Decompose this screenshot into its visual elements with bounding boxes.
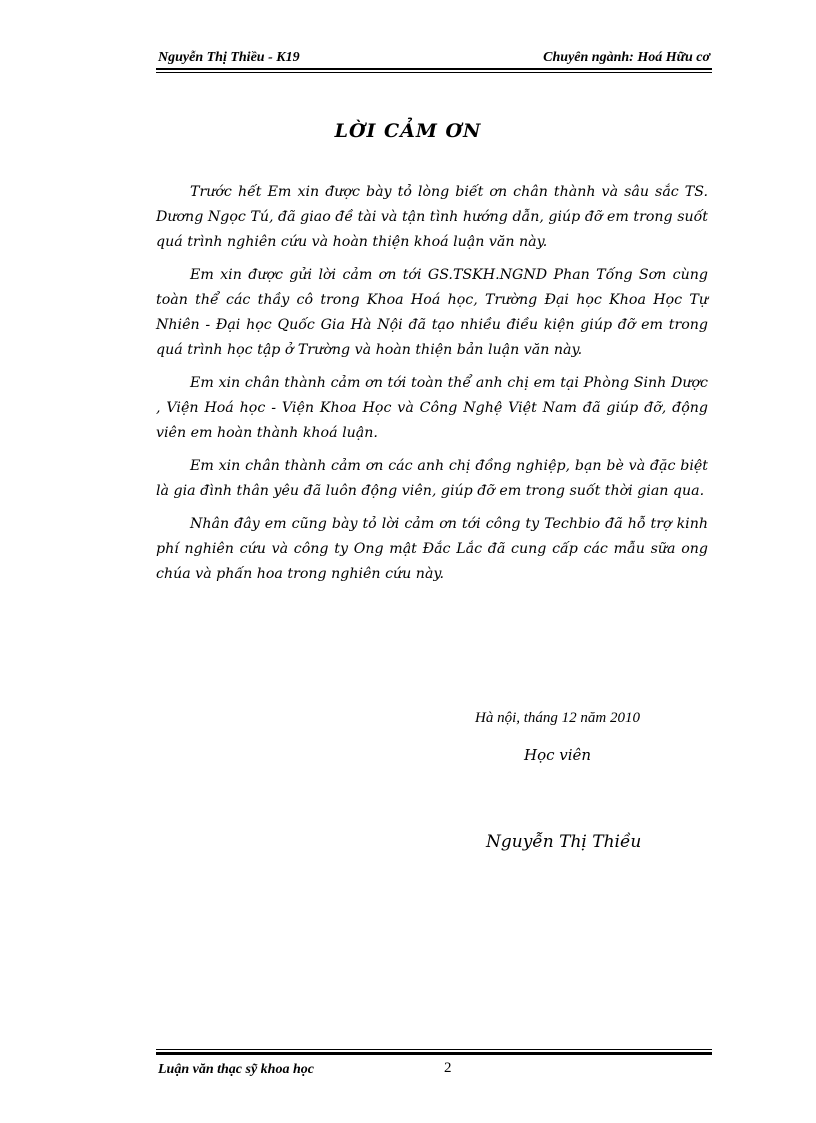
header-rule xyxy=(156,68,712,70)
footer-rule xyxy=(156,1052,712,1055)
header-specialty: Chuyên ngành: Hoá Hữu cơ xyxy=(543,50,710,65)
header-rule-thin xyxy=(156,72,712,73)
paragraph: Trước hết Em xin được bày tỏ lòng biết ơn chân thành và sâu sắc TS. Dương Ngọc Tú, đã giao đề tài và tận tình hướng dẫn, giúp đỡ em trong suốt quá trình nghiên cứu và hoàn thiện khoá luận văn này. xyxy=(156,184,708,250)
page-number: 2 xyxy=(444,1060,452,1076)
paragraph: Nhân đây em cũng bày tỏ lời cảm ơn tới công ty Techbio đã hỗ trợ kinh phí nghiên cứu và công ty Ong mật Đắc Lắc đã cung cấp các mẫu sữa ong chúa và phấn hoa trong nghiên cứu này. xyxy=(156,516,708,582)
paragraph: Em xin chân thành cảm ơn tới toàn thể anh chị em tại Phòng Sinh Dược , Viện Hoá học - Viện Khoa Học và Công Nghệ Việt Nam đã giúp đỡ, động viên em hoàn thành khoá luận. xyxy=(156,375,708,441)
closing-date: Hà nội, tháng 12 năm 2010 xyxy=(475,710,640,726)
footer-label: Luận văn thạc sỹ khoa học xyxy=(158,1062,314,1077)
acknowledgement-body xyxy=(156,180,708,595)
paragraph: Em xin chân thành cảm ơn các anh chị đồng nghiệp, bạn bè và đặc biệt là gia đình thân yêu đã luôn động viên, giúp đỡ em trong suốt thời gian qua. xyxy=(156,458,708,499)
footer-rule-thin xyxy=(156,1049,712,1050)
page-title: LỜI CẢM ƠN xyxy=(334,120,482,142)
header-author: Nguyễn Thị Thiều - K19 xyxy=(158,50,300,65)
paragraph: Em xin được gửi lời cảm ơn tới GS.TSKH.NGND Phan Tống Sơn cùng toàn thể các thầy cô trong Khoa Hoá học, Trường Đại học Khoa Học Tự Nhiên - Đại học Quốc Gia Hà Nội đã tạo nhiều điều kiện giúp đỡ em trong quá trình học tập ở Trường và hoàn thiện bản luận văn này. xyxy=(156,267,708,358)
page-header xyxy=(158,50,710,70)
signature: Nguyễn Thị Thiều xyxy=(486,832,642,852)
closing-role: Học viên xyxy=(524,746,592,764)
